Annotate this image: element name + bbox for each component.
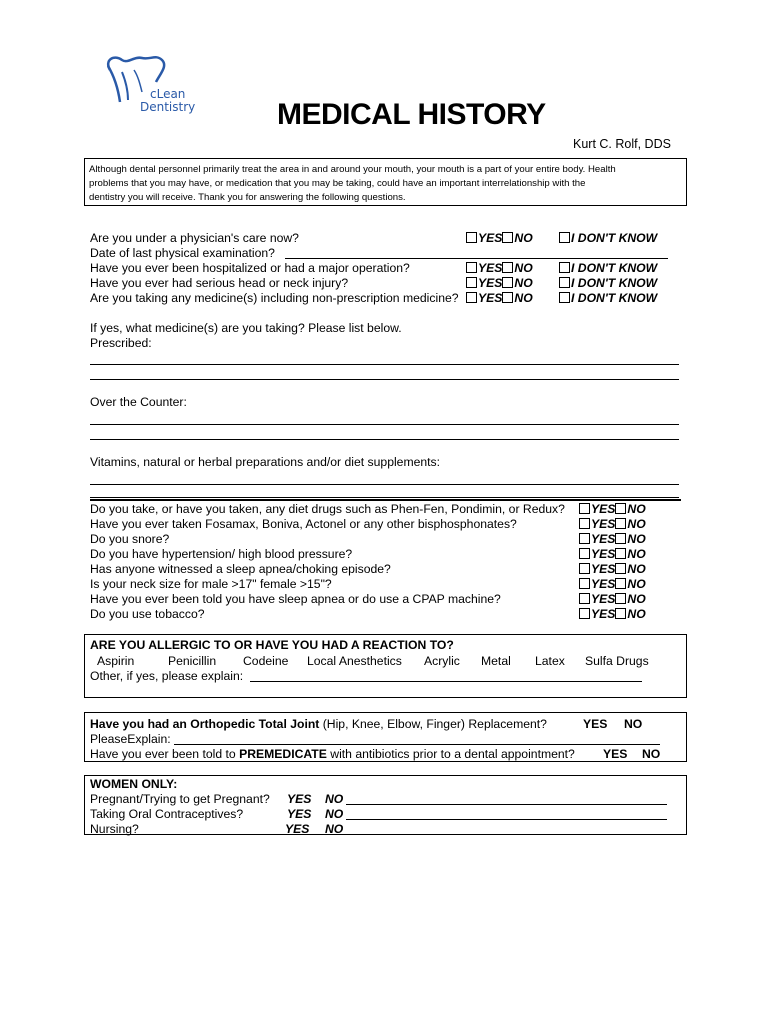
q-diet-drugs: Do you take, or have you taken, any diet drugs such as Phen-Fen, Pondimin, or Redux? <box>90 502 565 516</box>
answers-snore: YES NO <box>579 532 646 547</box>
idk-q3: I DON'T KNOW <box>559 261 657 276</box>
answers-q3: YES NO <box>466 261 533 276</box>
answers-hypertension: YES NO <box>579 547 646 562</box>
no-checkbox[interactable] <box>502 292 513 303</box>
answers-q4: YES NO <box>466 276 533 291</box>
no-checkbox[interactable] <box>615 563 626 574</box>
otc-line-1[interactable] <box>90 424 679 425</box>
no-checkbox[interactable] <box>502 277 513 288</box>
prescribed-line-1[interactable] <box>90 364 679 365</box>
intro-line-2: problems that you may have, or medication that you may be taking, could have an important interrelationship with the <box>89 178 586 189</box>
q-nursing: Nursing? <box>90 822 139 836</box>
intro-box <box>84 158 687 206</box>
q-pregnant: Pregnant/Trying to get Pregnant? <box>90 792 270 806</box>
q-contraceptives: Taking Oral Contraceptives? <box>90 807 244 821</box>
allergy-penicillin[interactable]: Penicillin <box>168 654 217 668</box>
ortho-explain-label: PleaseExplain: <box>90 732 171 746</box>
answers-bisphosphonates: YES NO <box>579 517 646 532</box>
no-checkbox[interactable] <box>615 593 626 604</box>
idk-checkbox[interactable] <box>559 277 570 288</box>
intro-line-3: dentistry you will receive. Thank you for answering the following questions. <box>89 192 406 203</box>
logo-line-2: Dentistry <box>140 100 196 114</box>
logo-line-1: cLean <box>150 87 186 101</box>
q-head-neck-injury: Have you ever had serious head or neck injury? <box>90 276 349 290</box>
nursing-yes[interactable]: YES <box>285 822 310 836</box>
page-title: MEDICAL HISTORY <box>277 98 546 131</box>
yes-checkbox[interactable] <box>466 232 477 243</box>
vitamins-line-1[interactable] <box>90 484 679 485</box>
answers-q1: YES NO <box>466 231 533 246</box>
no-checkbox[interactable] <box>502 262 513 273</box>
yes-checkbox[interactable] <box>579 503 590 514</box>
idk-q5: I DON'T KNOW <box>559 291 657 306</box>
yes-checkbox[interactable] <box>579 548 590 559</box>
answers-tobacco: YES NO <box>579 607 646 622</box>
medicine-prompt: If yes, what medicine(s) are you taking? Please list below. <box>90 321 402 335</box>
q-orthopedic: Have you had an Orthopedic Total Joint (Hip, Knee, Elbow, Finger) Replacement? <box>90 717 547 731</box>
q-cpap: Have you ever been told you have sleep apnea or do use a CPAP machine? <box>90 592 501 606</box>
answers-sleep-apnea-episode: YES NO <box>579 562 646 577</box>
no-checkbox[interactable] <box>615 578 626 589</box>
answers-cpap: YES NO <box>579 592 646 607</box>
idk-q4: I DON'T KNOW <box>559 276 657 291</box>
premed-yes[interactable]: YES <box>603 747 628 761</box>
allergy-other-field[interactable] <box>250 681 642 682</box>
yes-checkbox[interactable] <box>466 292 477 303</box>
ortho-yes[interactable]: YES <box>583 717 608 731</box>
ortho-explain-field[interactable] <box>174 744 660 745</box>
allergy-codeine[interactable]: Codeine <box>243 654 289 668</box>
section-divider <box>90 499 681 501</box>
answers-q5: YES NO <box>466 291 533 306</box>
otc-label: Over the Counter: <box>90 395 187 409</box>
q-physician-care: Are you under a physician's care now? <box>90 231 299 245</box>
no-checkbox[interactable] <box>615 548 626 559</box>
answers-neck-size: YES NO <box>579 577 646 592</box>
allergy-acrylic[interactable]: Acrylic <box>424 654 460 668</box>
yes-checkbox[interactable] <box>579 608 590 619</box>
no-checkbox[interactable] <box>615 608 626 619</box>
allergy-local-anesthetics[interactable]: Local Anesthetics <box>307 654 402 668</box>
premed-no[interactable]: NO <box>642 747 661 761</box>
last-physical-field[interactable] <box>285 258 668 259</box>
contraceptives-no[interactable]: NO <box>325 807 344 821</box>
intro-line-1: Although dental personnel primarily treat the area in and around your mouth, your mouth is a part of your entire body. Health <box>89 164 616 175</box>
idk-q1: I DON'T KNOW <box>559 231 657 246</box>
pregnant-field[interactable] <box>346 804 667 805</box>
vitamins-line-2[interactable] <box>90 497 679 498</box>
q-bisphosphonates: Have you ever taken Fosamax, Boniva, Actonel or any other bisphosphonates? <box>90 517 517 531</box>
q-neck-size: Is your neck size for male >17" female >15"? <box>90 577 332 591</box>
no-checkbox[interactable] <box>615 533 626 544</box>
doctor-name: Kurt C. Rolf, DDS <box>573 137 671 151</box>
otc-line-2[interactable] <box>90 439 679 440</box>
logo-text <box>140 87 196 114</box>
q-snore: Do you snore? <box>90 532 170 546</box>
contraceptives-field[interactable] <box>346 819 667 820</box>
q-taking-medicine: Are you taking any medicine(s) including non-prescription medicine? <box>90 291 459 305</box>
nursing-field[interactable] <box>346 834 667 835</box>
allergy-latex[interactable]: Latex <box>535 654 565 668</box>
q-sleep-apnea-episode: Has anyone witnessed a sleep apnea/choking episode? <box>90 562 391 576</box>
contraceptives-yes[interactable]: YES <box>287 807 312 821</box>
allergy-aspirin[interactable]: Aspirin <box>97 654 135 668</box>
allergy-other-label: Other, if yes, please explain: <box>90 669 244 683</box>
idk-checkbox[interactable] <box>559 262 570 273</box>
ortho-no[interactable]: NO <box>624 717 643 731</box>
idk-checkbox[interactable] <box>559 292 570 303</box>
no-checkbox[interactable] <box>502 232 513 243</box>
no-checkbox[interactable] <box>615 503 626 514</box>
allergy-heading: ARE YOU ALLERGIC TO OR HAVE YOU HAD A REACTION TO? <box>90 638 454 652</box>
idk-checkbox[interactable] <box>559 232 570 243</box>
q-hypertension: Do you have hypertension/ high blood pressure? <box>90 547 353 561</box>
yes-checkbox[interactable] <box>466 277 477 288</box>
prescribed-label: Prescribed: <box>90 336 152 350</box>
q-tobacco: Do you use tobacco? <box>90 607 205 621</box>
women-heading: WOMEN ONLY: <box>90 777 178 791</box>
q-last-physical: Date of last physical examination? <box>90 246 275 260</box>
yes-checkbox[interactable] <box>579 563 590 574</box>
yes-checkbox[interactable] <box>579 593 590 604</box>
vitamins-label: Vitamins, natural or herbal preparations and/or diet supplements: <box>90 455 441 469</box>
q-hospitalized: Have you ever been hospitalized or had a major operation? <box>90 261 410 275</box>
allergy-metal[interactable]: Metal <box>481 654 511 668</box>
q-premedicate: Have you ever been told to PREMEDICATE with antibiotics prior to a dental appointment? <box>90 747 575 761</box>
no-checkbox[interactable] <box>615 518 626 529</box>
yes-checkbox[interactable] <box>466 262 477 273</box>
allergy-sulfa-drugs[interactable]: Sulfa Drugs <box>585 654 649 668</box>
nursing-no[interactable]: NO <box>325 822 344 836</box>
pregnant-yes[interactable]: YES <box>287 792 312 806</box>
prescribed-line-2[interactable] <box>90 379 679 380</box>
answers-diet-drugs: YES NO <box>579 502 646 517</box>
yes-checkbox[interactable] <box>579 578 590 589</box>
yes-checkbox[interactable] <box>579 533 590 544</box>
pregnant-no[interactable]: NO <box>325 792 344 806</box>
yes-checkbox[interactable] <box>579 518 590 529</box>
